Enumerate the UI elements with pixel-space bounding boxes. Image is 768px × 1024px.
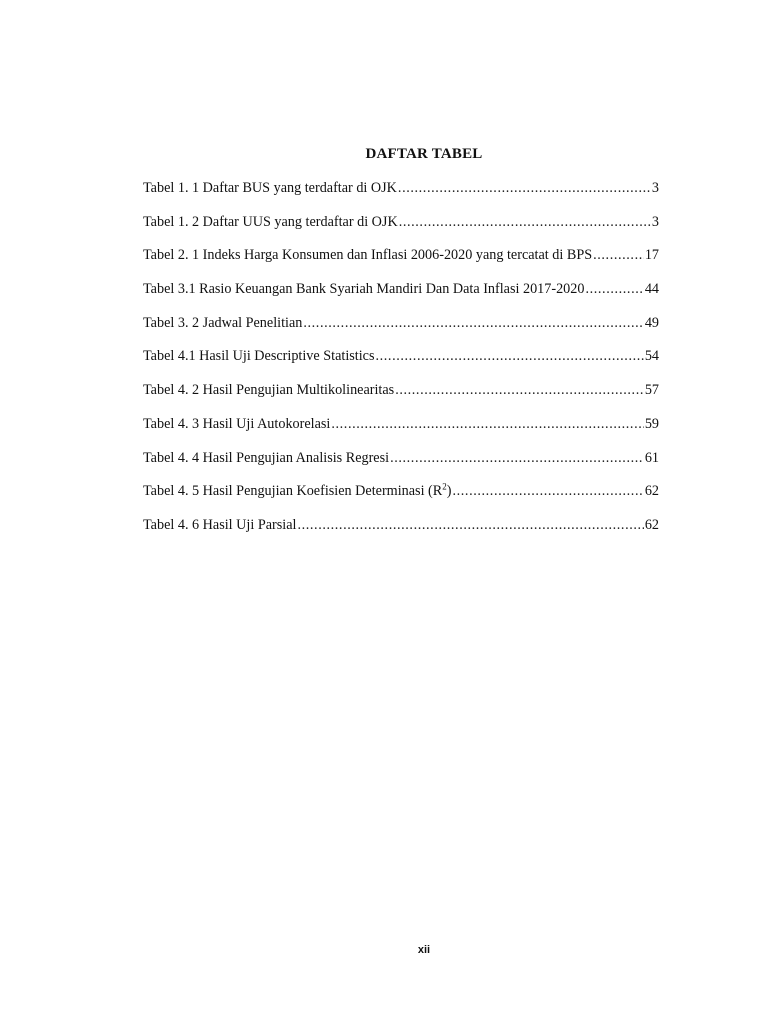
- page-title: DAFTAR TABEL: [365, 146, 483, 162]
- entry-label: Tabel 4. 6 Hasil Uji Parsial: [143, 516, 297, 533]
- list-item[interactable]: [143, 450, 659, 484]
- list-item[interactable]: [143, 348, 659, 382]
- entry-page-number: 49: [644, 314, 659, 331]
- entry-page-number: 44: [644, 281, 659, 298]
- entry-page-number: 62: [644, 516, 659, 533]
- entry-label: Tabel 3. 2 Jadwal Penelitian: [143, 314, 303, 331]
- list-item[interactable]: [143, 281, 659, 315]
- page-number: xii: [417, 944, 431, 956]
- list-item[interactable]: [143, 247, 659, 281]
- dot-leader: [398, 180, 651, 197]
- dot-leader: [585, 281, 643, 298]
- entry-label: [143, 483, 451, 500]
- dot-leader: [452, 483, 643, 500]
- entry-label: Tabel 4. 4 Hasil Pengujian Analisis Regresi: [143, 449, 390, 466]
- entry-page-number: 59: [644, 415, 659, 432]
- entry-page-number: 62: [644, 483, 659, 500]
- dot-leader: [297, 517, 643, 534]
- list-item[interactable]: [143, 315, 659, 349]
- superscript-two: 2: [442, 483, 447, 492]
- entry-page-number: 61: [644, 449, 659, 466]
- entry-page-number: 3: [651, 213, 659, 230]
- dot-leader: [399, 214, 651, 231]
- dot-leader: [395, 382, 644, 399]
- entry-label: Tabel 4. 3 Hasil Uji Autokorelasi: [143, 415, 331, 432]
- dot-leader: [593, 247, 644, 264]
- list-item[interactable]: [143, 180, 659, 214]
- entry-page-number: 54: [644, 348, 659, 365]
- entry-label: Tabel 1. 2 Daftar UUS yang terdaftar di OJK: [143, 213, 398, 230]
- entry-page-number: 17: [644, 247, 659, 264]
- entry-label: Tabel 1. 1 Daftar BUS yang terdaftar di OJK: [143, 180, 397, 196]
- list-item[interactable]: [143, 483, 659, 517]
- list-item[interactable]: [143, 382, 659, 416]
- entry-label: Tabel 4. 2 Hasil Pengujian Multikolinearitas: [143, 382, 395, 399]
- entry-label-closing: ): [446, 483, 452, 500]
- entry-label: Tabel 2. 1 Indeks Harga Konsumen dan Inflasi 2006-2020 yang tercatat di BPS: [143, 247, 593, 264]
- table-list: [143, 180, 659, 551]
- dot-leader: [375, 348, 643, 365]
- list-item[interactable]: [143, 416, 659, 450]
- entry-label: Tabel 3.1 Rasio Keuangan Bank Syariah Mandiri Dan Data Inflasi 2017-2020: [143, 281, 585, 298]
- dot-leader: [390, 450, 644, 467]
- dot-leader: [331, 416, 643, 433]
- entry-label-text: Tabel 4. 5 Hasil Pengujian Koefisien Determinasi (R: [143, 483, 443, 500]
- dot-leader: [303, 315, 643, 332]
- entry-label: Tabel 4.1 Hasil Uji Descriptive Statistics: [143, 348, 375, 365]
- list-item[interactable]: [143, 517, 659, 551]
- entry-page-number: 3: [651, 180, 659, 196]
- list-item[interactable]: [143, 214, 659, 248]
- entry-page-number: 57: [644, 382, 659, 399]
